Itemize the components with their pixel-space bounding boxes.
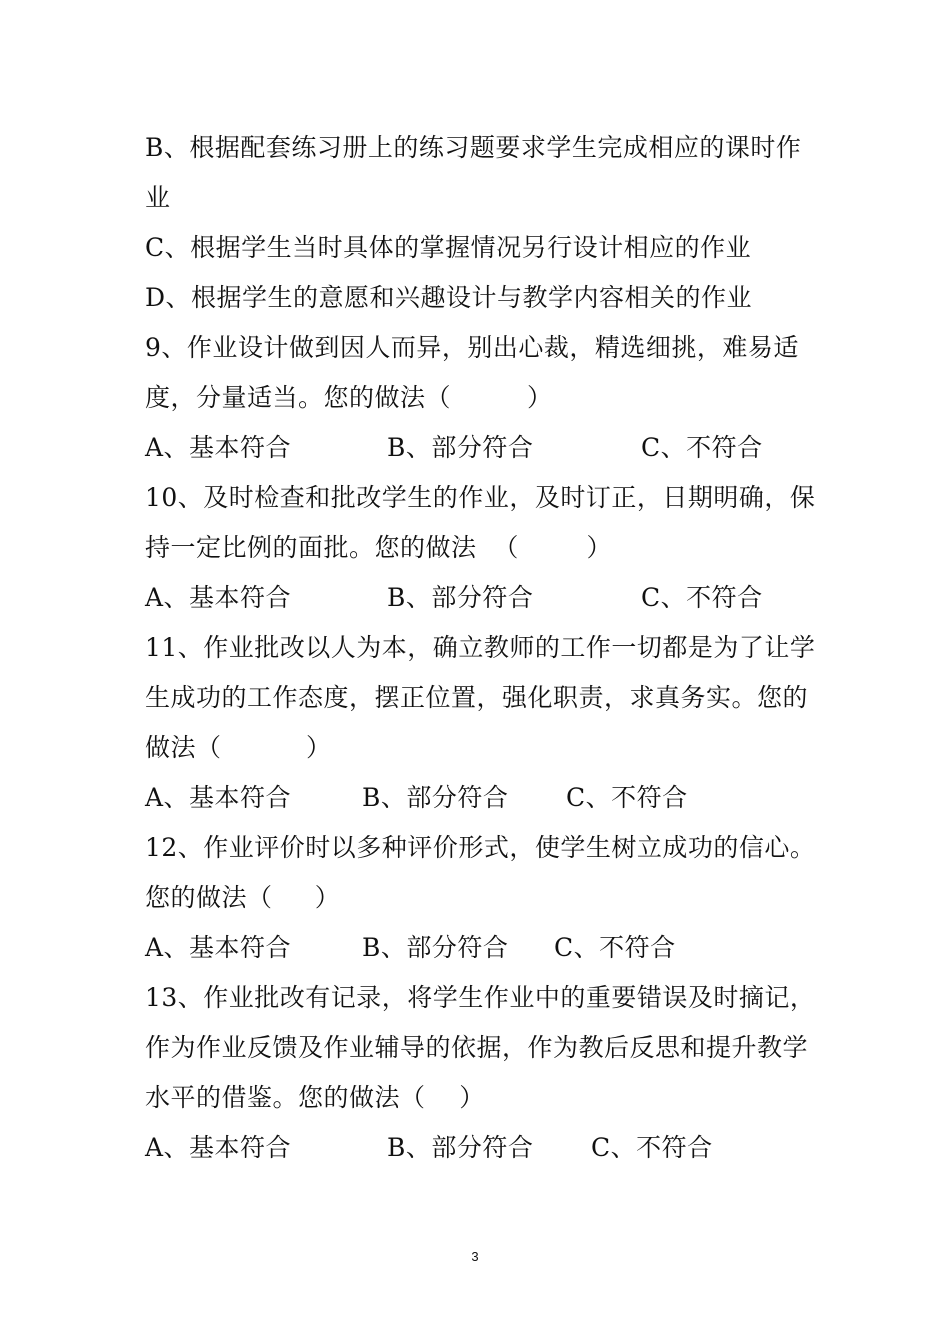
q12-option-a: A、基本符合 — [145, 933, 292, 962]
q10-line2: 持一定比例的面批。您的做法 （ ） — [145, 533, 612, 562]
q12-line1: 12、作业评价时以多种评价形式，使学生树立成功的信心。 — [145, 833, 816, 862]
q11-line2: 生成功的工作态度，摆正位置，强化职责，求真务实。您的 — [145, 683, 809, 712]
q13-option-c: C、不符合 — [591, 1133, 713, 1162]
q13-line2: 作为作业反馈及作业辅导的依据，作为教后反思和提升教学 — [145, 1033, 809, 1062]
q11-option-b: B、部分符合 — [362, 783, 509, 812]
q8-option-b-line1: B、根据配套练习册上的练习题要求学生完成相应的课时作 — [145, 133, 802, 162]
q8-option-b-line2: 业 — [145, 183, 171, 212]
q12-line2: 您的做法（ ） — [145, 883, 341, 912]
q13-line1: 13、作业批改有记录，将学生作业中的重要错误及时摘记， — [145, 983, 816, 1012]
q8-option-d: D、根据学生的意愿和兴趣设计与教学内容相关的作业 — [145, 283, 753, 312]
q11-line3: 做法（ ） — [145, 733, 332, 762]
q9-line1: 9、作业设计做到因人而异，别出心裁，精选细挑，难易适 — [145, 333, 799, 362]
q11-option-c: C、不符合 — [566, 783, 688, 812]
page-number: 3 — [471, 1249, 479, 1264]
q11-option-a: A、基本符合 — [145, 783, 292, 812]
q13-option-b: B、部分符合 — [387, 1133, 534, 1162]
q10-option-a: A、基本符合 — [145, 583, 292, 612]
q9-option-b: B、部分符合 — [387, 433, 534, 462]
q13-line3: 水平的借鉴。您的做法（ ） — [145, 1083, 485, 1112]
q9-option-a: A、基本符合 — [145, 433, 292, 462]
q10-option-c: C、不符合 — [641, 583, 763, 612]
q8-option-c: C、根据学生当时具体的掌握情况另行设计相应的作业 — [145, 233, 752, 262]
q10-option-b: B、部分符合 — [387, 583, 534, 612]
q11-line1: 11、作业批改以人为本，确立教师的工作一切都是为了让学 — [145, 633, 816, 662]
q12-option-c: C、不符合 — [554, 933, 676, 962]
q12-option-b: B、部分符合 — [362, 933, 509, 962]
q9-line2: 度，分量适当。您的做法（ ） — [145, 383, 553, 412]
q13-option-a: A、基本符合 — [145, 1133, 292, 1162]
q10-line1: 10、及时检查和批改学生的作业，及时订正，日期明确，保 — [145, 483, 816, 512]
q9-option-c: C、不符合 — [641, 433, 763, 462]
